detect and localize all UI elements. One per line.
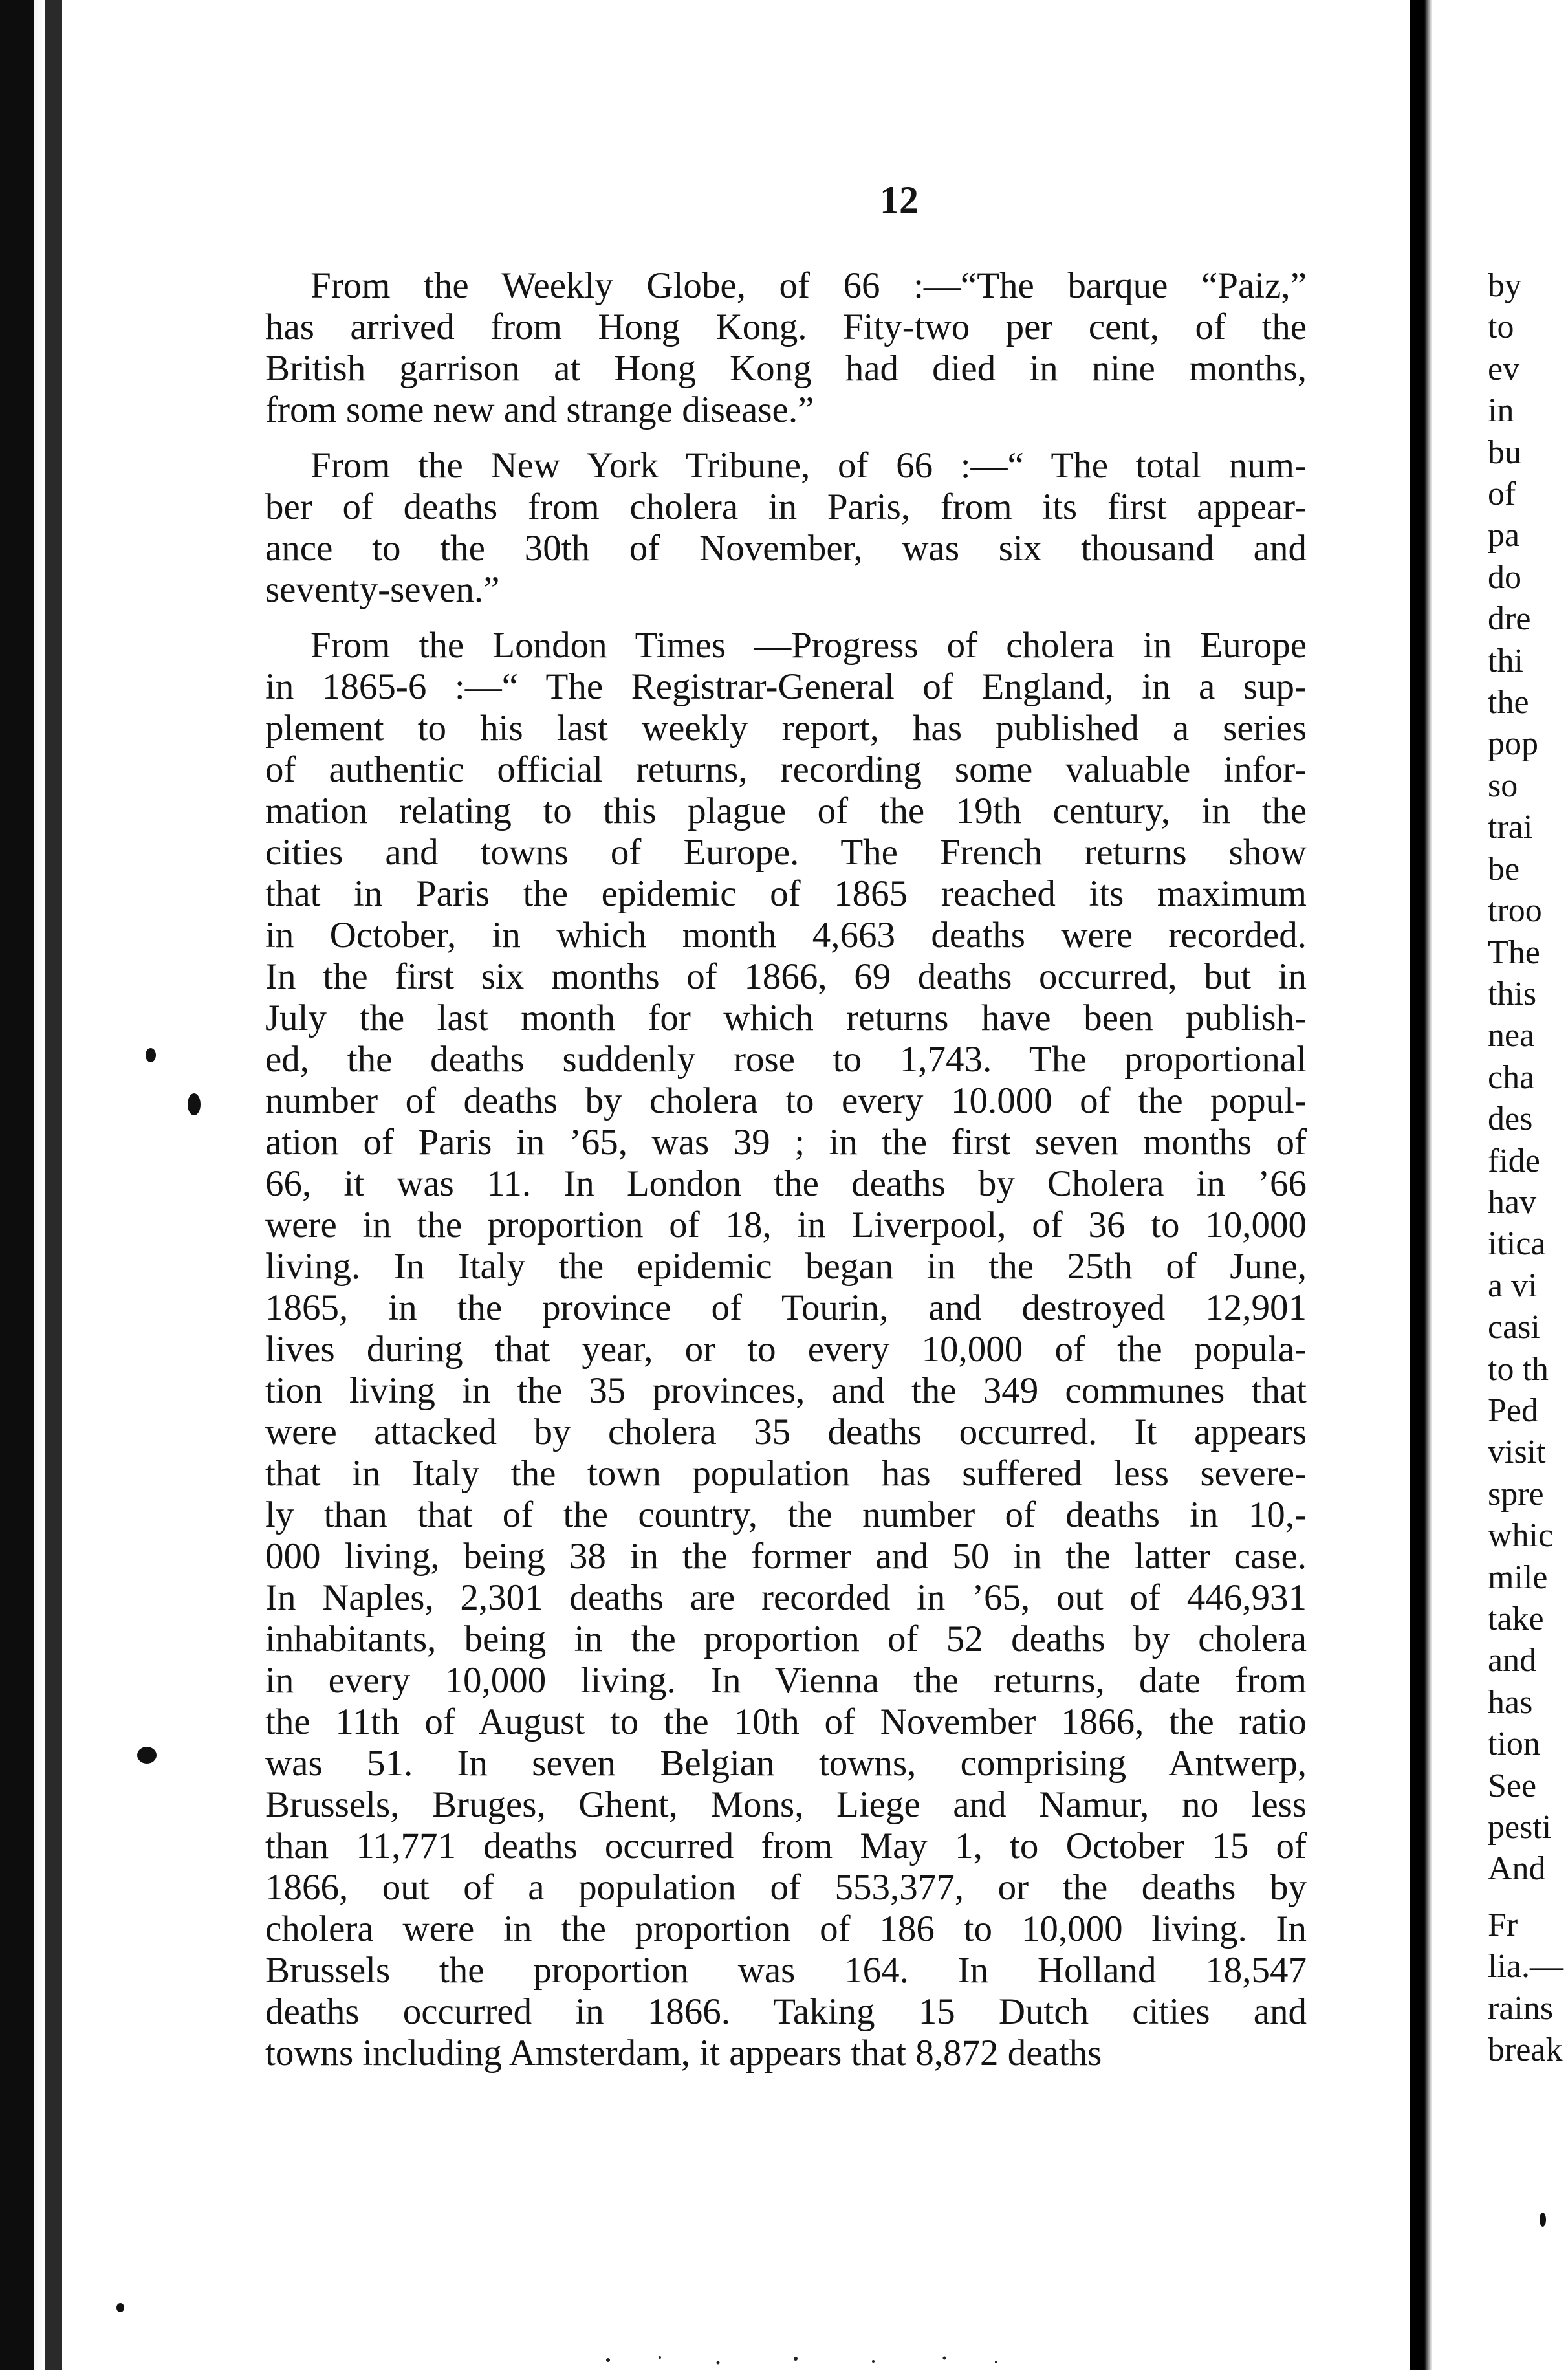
text-line: From the New York Tribune, of 66 :—“ The total num- (310, 445, 1307, 486)
paragraph (265, 625, 1307, 2074)
fragment-line: nea (1488, 1017, 1535, 1055)
fragment-line: pesti (1488, 1809, 1552, 1846)
fragment-line: Fr (1488, 1906, 1518, 1943)
fragment-line: trai (1488, 809, 1533, 846)
fragment-line: to (1488, 309, 1514, 346)
text-line: towns including Amsterdam, it appears that 8,872 deaths (265, 2033, 1102, 2073)
adjacent-page-fragment (1488, 265, 1568, 2071)
text-line: in every 10,000 living. In Vienna the returns, date from (265, 1660, 1307, 1701)
fragment-line: spre (1488, 1475, 1544, 1513)
fragment-line: take (1488, 1601, 1544, 1637)
fragment-line: troo (1488, 892, 1542, 930)
fragment-line: the (1488, 684, 1529, 721)
text-line: than 11,771 deaths occurred from May 1, to October 15 of (265, 1826, 1307, 1866)
text-line: that in Paris the epidemic of 1865 reached its maximum (265, 873, 1307, 914)
text-line: were in the proportion of 18, in Liverpool, of 36 to 10,000 (265, 1205, 1307, 1245)
fragment-line: visit (1488, 1434, 1546, 1471)
text-line: plement to his last weekly report, has published a series (265, 708, 1307, 749)
fragment-line: Ped (1488, 1392, 1538, 1429)
fragment-line: And (1488, 1850, 1546, 1888)
paragraph (265, 265, 1307, 431)
fragment-line: dre (1488, 600, 1531, 638)
text-line: ber of deaths from cholera in Paris, from its first appear- (265, 487, 1307, 527)
text-line: has arrived from Hong Kong. Fity-two per cent, of the (265, 307, 1307, 347)
text-line: cholera were in the proportion of 186 to 10,000 living. In (265, 1908, 1307, 1949)
page-number: 12 (880, 179, 919, 221)
text-line: in 1865-6 :—“ The Registrar-General of England, in a sup- (265, 666, 1307, 707)
text-line: 1866, out of a population of 553,377, or the deaths by (265, 1867, 1307, 1908)
text-line: 1865, in the province of Tourin, and destroyed 12,901 (265, 1287, 1307, 1328)
text-line: ation of Paris in ’65, was 39 ; in the first seven months of (265, 1122, 1307, 1163)
scan-noise (582, 2348, 1035, 2370)
fragment-line: ev (1488, 350, 1520, 388)
text-line: In the first six months of 1866, 69 deaths occurred, but in (265, 956, 1307, 997)
fragment-line: by (1488, 267, 1521, 304)
fragment-line: this (1488, 975, 1537, 1012)
text-line: was 51. In seven Belgian towns, comprising Antwerp, (265, 1743, 1307, 1784)
fragment-line: of (1488, 476, 1516, 513)
paragraph (265, 445, 1307, 611)
fragment-line: in (1488, 392, 1514, 430)
text-line: From the London Times —Progress of cholera in Europe (310, 625, 1307, 666)
ink-speck (116, 2303, 124, 2312)
text-line: July the last month for which returns have been publish- (265, 998, 1307, 1038)
text-line: living. In Italy the epidemic began in the 25th of June, (265, 1246, 1307, 1287)
text-line: were attacked by cholera 35 deaths occurred. It appears (265, 1412, 1307, 1452)
fragment-line: a vi (1488, 1267, 1538, 1304)
fragment-line: and (1488, 1642, 1537, 1679)
page-body (265, 265, 1307, 2074)
fragment-line: whic (1488, 1517, 1554, 1555)
text-line: tion living in the 35 provinces, and the 349 communes that (265, 1370, 1307, 1411)
fragment-line: pa (1488, 517, 1520, 554)
text-line: 000 living, being 38 in the former and 50 in the latter case. (265, 1536, 1307, 1577)
fragment-line: See (1488, 1767, 1537, 1804)
ink-speck (137, 1747, 157, 1764)
ink-speck (1540, 2213, 1546, 2227)
text-line: Brussels, Bruges, Ghent, Mons, Liege and Namur, no less (265, 1784, 1307, 1825)
text-line: of authentic official returns, recording some valuable infor- (265, 749, 1307, 790)
text-line: the 11th of August to the 10th of November 1866, the ratio (265, 1701, 1307, 1742)
text-line: seventy-seven.” (265, 569, 500, 610)
fragment-line: pop (1488, 725, 1538, 763)
text-line: From the Weekly Globe, of 66 :—“The barque “Paiz,” (310, 265, 1307, 306)
text-line: ed, the deaths suddenly rose to 1,743. The proportional (265, 1039, 1307, 1080)
fragment-line: break (1488, 2031, 1563, 2069)
text-line: ance to the 30th of November, was six thousand and (265, 528, 1307, 569)
text-line: inhabitants, being in the proportion of 52 deaths by cholera (265, 1619, 1307, 1659)
fragment-line: The (1488, 934, 1540, 971)
page-gutter (1410, 0, 1432, 2370)
text-line: 66, it was 11. In London the deaths by Cholera in ’66 (265, 1163, 1307, 1204)
fragment-line: so (1488, 767, 1518, 804)
text-line: In Naples, 2,301 deaths are recorded in ’65, out of 446,931 (265, 1577, 1307, 1618)
ink-speck (146, 1048, 156, 1062)
fragment-line: rains (1488, 1989, 1554, 2027)
text-line: mation relating to this plague of the 19th century, in the (265, 791, 1307, 831)
fragment-line: des (1488, 1100, 1533, 1138)
text-line: Brussels the proportion was 164. In Holland 18,547 (265, 1950, 1307, 1991)
fragment-line: mile (1488, 1558, 1548, 1596)
fragment-line: bu (1488, 433, 1521, 471)
text-line: lives during that year, or to every 10,000 of the popula- (265, 1329, 1307, 1370)
fragment-line: do (1488, 558, 1521, 596)
text-line: ly than that of the country, the number of deaths in 10,- (265, 1494, 1307, 1535)
fragment-line: itica (1488, 1225, 1546, 1263)
binding-edge (0, 0, 97, 2370)
fragment-line: hav (1488, 1183, 1537, 1221)
fragment-line: be (1488, 850, 1520, 888)
fragment-line: cha (1488, 1058, 1535, 1096)
fragment-line: fide (1488, 1142, 1540, 1179)
text-line: from some new and strange disease.” (265, 389, 814, 430)
fragment-line: to th (1488, 1350, 1549, 1388)
fragment-line: casi (1488, 1309, 1540, 1346)
fragment-line: lia.— (1488, 1948, 1563, 1985)
text-line: cities and towns of Europe. The French returns show (265, 832, 1307, 873)
fragment-line: tion (1488, 1725, 1540, 1763)
fragment-line: thi (1488, 642, 1523, 679)
text-line: in October, in which month 4,663 deaths were recorded. (265, 915, 1307, 956)
text-line: British garrison at Hong Kong had died in nine months, (265, 348, 1307, 389)
text-line: number of deaths by cholera to every 10.000 of the popul- (265, 1080, 1307, 1121)
text-line: that in Italy the town population has suffered less severe- (265, 1453, 1307, 1494)
ink-speck (188, 1093, 201, 1115)
text-line: deaths occurred in 1866. Taking 15 Dutch cities and (265, 1991, 1307, 2032)
fragment-line: has (1488, 1683, 1533, 1721)
